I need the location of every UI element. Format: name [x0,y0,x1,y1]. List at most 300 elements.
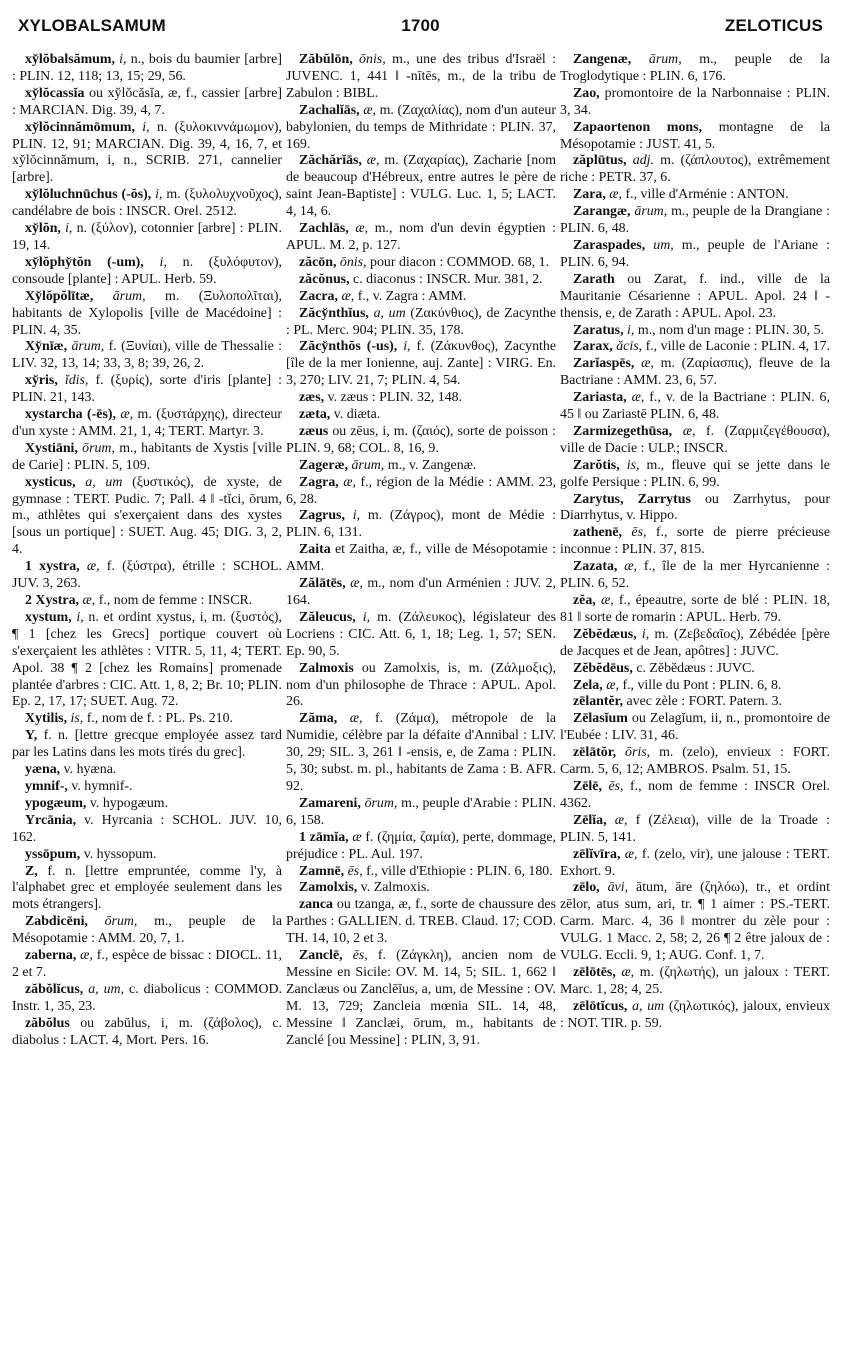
entry-definition: ou zēus, i, m. (ζαιός), sorte de poisson : PLIN. 9, 68; COL. 8, 16, 9. [286,423,556,456]
dictionary-entry [560,661,830,678]
entry-headword: Zara, [573,187,606,203]
dictionary-entry [286,897,556,948]
entry-definition: ou tzanga, æ, f., sorte de chaussure des Parthes : GALLIEN. d. TREB. Claud. 17; COD. TH. 14, 10, 2 et 3. [286,897,556,947]
entry-inflection: æ, [631,390,645,406]
entry-inflection: is, [70,711,84,727]
dictionary-entry [560,339,830,356]
entry-headword: Zēlē, [573,778,602,794]
entry-definition: avec zèle : FORT. Patern. 3. [626,694,783,710]
entry-headword: xy̆lŏn, [25,221,61,237]
dictionary-entry [286,289,556,306]
entry-inflection: i, [352,508,361,524]
entry-inflection: ōrum, [364,795,398,811]
entry-definition: f. (Ζαρμιζεγέθουσα), ville de Dacie : ULP.; INSCR. [560,423,830,456]
entry-definition: f. (ξύστρα), étrille : SCHOL. JUV. 3, 263. [12,559,282,592]
entry-headword: Zapaortenon mons, [573,119,702,135]
entry-definition: f., sorte de pierre précieuse inconnue : PLIN. 37, 815. [560,525,830,558]
dictionary-entry [286,948,556,1049]
dictionary-entry [12,373,282,407]
entry-definition: f., nom de f. : PL. Ps. 210. [86,711,234,727]
dictionary-entry [286,475,556,509]
entry-headword: Zarmizegethūsa, [573,423,673,439]
entry-inflection: ārum, [71,339,105,355]
entry-definition: v. hymnif-. [71,778,133,794]
entry-inflection: ōnis, [339,254,367,270]
entry-definition: m. (zelo), envieux : FORT. Carm. 5, 6, 12; AMBROS. Psalm. 51, 15. [560,745,830,778]
entry-inflection: æ, [341,288,355,304]
entry-headword: Zarytus, Zarrytus [573,491,691,507]
dictionary-entry [560,880,830,965]
entry-headword: ymnif-, [25,778,68,794]
dictionary-entry [12,813,282,847]
entry-definition: f. n. [lettre empruntée, comme l'y, à l'alphabet grec et employée seulement dans les mots étrangers]. [12,863,282,913]
dictionary-entry [560,678,830,695]
dictionary-entry [560,86,830,120]
entry-headword: zæta, [299,407,331,423]
entry-headword: Zao, [573,85,600,101]
entry-inflection: æ, [614,812,628,828]
dictionary-entry [12,475,282,560]
entry-definition: n. et ordint xystus, i, m. (ξυστός), ¶ 1 [chez les Grecs] portique couvert où s'exerçaient les athlètes : VITR. 5, 11, 4; TERT. Apol. 38 ¶ 2 [chez les Romains] promenade plantée d'arbres : CIC. Att. 1, 8, 2; Br. 10; PLIN. Ep. 2, 17, 17; SUET. Aug. 72. [12,609,282,710]
dictionary-entry [286,711,556,796]
entry-headword: zēlĭvīra, [573,846,621,862]
entry-definition: m. (Ζαχαρίας), Zacharie [nom de beaucoup d'Hébreux, entre autres le père de saint Jean-Baptiste] : VULG. Luc. 1, 5; LACT. 4, 14, 6. [286,153,556,220]
entry-headword: zaberna, [25,948,77,964]
dictionary-entry [12,847,282,864]
dictionary-entry [12,289,282,340]
dictionary-entry [286,661,556,712]
entry-definition: c. Zĕbĕdæus : JUVC. [636,660,755,676]
entry-headword: Zaita [299,542,331,558]
running-head-last-word: ZELOTICUS [724,16,823,35]
entry-inflection: i, [155,187,163,203]
dictionary-entry [12,407,282,441]
entry-headword: Zarangæ, [573,204,631,220]
dictionary-entry [12,796,282,813]
entry-inflection: æ, [343,474,356,490]
page-number: 1700 [401,16,440,35]
dictionary-entry [12,1016,282,1050]
dictionary-entry [286,306,556,340]
entry-headword: Xy̆lŏpŏlītæ, [25,288,94,304]
dictionary-entry [12,593,282,610]
entry-definition: m. (Ζάλευκος), législateur des Locriens : CIC. Att. 6, 1, 18; Leg. 1, 57; SEN. Ep. 90, 5. [286,609,556,659]
entry-definition: c. diaconus : INSCR. Mur. 381, 2. [353,271,543,287]
entry-inflection: i, [627,322,635,338]
entry-definition: f., nom de femme : INSCR Orel. 4362. [560,778,830,811]
dictionary-entry [12,728,282,762]
entry-headword: Zēlĭa, [573,812,607,828]
entry-headword: xy̆lŏluchnūchus (-ŏs), [25,187,152,203]
entry-headword: Y, [25,728,38,744]
entry-inflection: um, [653,237,674,253]
entry-definition: f., région de la Médie : AMM. 23, 6, 28. [286,474,556,507]
entry-headword: yssōpum, [25,846,81,862]
entry-inflection: ārum, [634,204,668,220]
entry-definition: m., nom d'un Arménien : JUV. 2, 164. [286,576,556,608]
entry-inflection: æ, [624,846,638,862]
entry-inflection: æ, [641,356,654,372]
entry-definition: m., peuple de l'Ariane : PLIN. 6, 94. [560,237,830,270]
dictionary-entry [12,762,282,779]
entry-inflection: æ, [621,964,635,980]
dictionary-entry [560,627,830,661]
entry-inflection: æ, [624,559,637,575]
entry-definition: v. hypogæum. [89,795,169,811]
entry-headword: zathenē, [573,525,622,541]
entry-headword: Zageræ, [299,457,348,473]
entry-headword: Zachalĭās, [299,102,360,118]
entry-inflection: æ, [349,711,363,727]
entry-definition: f. (Ζάγκλη), ancien nom de Messine en Sicile: OV. M. 14, 5; SIL. 1, 662 ‖ Zanclæus ou Zanclēĭus, a, um, de Messine : OV. M. 13, 729; Zancleia mœnia SIL. 14, 48, Messine ‖ Zanclæi, ōrum, m., habitants de Zanclé [ou Messine] : PLIN, 3, 91. [286,948,556,1048]
dictionary-entry [560,999,830,1033]
entry-headword: zæus [299,423,329,439]
entry-headword: Zela, [573,677,603,693]
entry-inflection: æ, [682,423,696,439]
entry-definition: f., nom de femme : INSCR. [98,593,253,608]
entry-definition: (Ζακύνθιος), de Zacynthe : PL. Merc. 904; PLIN. 35, 178. [286,305,556,338]
dictionary-entry [286,576,556,610]
running-head-first-word: XYLOBALSAMUM [18,16,166,35]
entry-headword: xysticus, [25,474,76,490]
entry-definition: f., ville d'Arménie : ANTON. [625,187,789,203]
entry-headword: zēlantĕr, [573,694,624,710]
dictionary-entry [560,711,830,745]
entry-headword: Zaraspades, [573,237,646,253]
dictionary-entry [286,407,556,424]
entry-headword: zăcŏnus, [299,271,350,287]
dictionary-entry [12,559,282,593]
entry-inflection: ōrum, [104,914,138,930]
dictionary-entry [560,779,830,813]
entry-headword: Zarŏtis, [573,457,620,473]
entry-headword: Zăchărĭās, [299,153,362,169]
entry-definition: ou zabŭlus, i, m. (ζάβολος), c. diabolus : LACT. 4, Mort. Pers. 16. [12,1015,282,1048]
entry-headword: Zăbŭlōn, [299,52,353,67]
entry-headword: xy̆lŏbalsămum, [25,52,115,67]
entry-definition: pour diacon : COMMOD. 68, 1. [370,254,550,270]
entry-inflection: i, [119,52,127,67]
entry-definition: m. (ζηλωτής), un jaloux : TERT. Marc. 1, 28; 4, 25. [560,964,830,997]
entry-definition: f., ville d'Ethiopie : PLIN. 6, 180. [366,863,553,879]
entry-definition: m. (ξυστάρχης), directeur d'un xyste : AMM. 21, 1, 4; TERT. Martyr. 3. [12,407,282,439]
entry-inflection: a, um [85,474,123,490]
entry-definition: f., ville du Pont : PLIN. 6, 8. [622,677,782,693]
entry-definition: m., peuple de la Mésopotamie : AMM. 20, 7, 1. [12,914,282,947]
dictionary-entry [286,390,556,407]
entry-headword: Zangenæ, [573,52,632,67]
entry-inflection: æ [352,829,362,845]
dictionary-entry [560,187,830,204]
entry-definition: f., ville de Laconie : PLIN. 4, 17. [645,339,830,355]
dictionary-entry [12,864,282,915]
entry-inflection: ēs, [352,948,368,964]
entry-headword: ypogæum, [25,795,87,811]
entry-definition: m. (Ζαρίασπις), fleuve de la Bactriane : AMM. 23, 6, 57. [560,356,830,389]
entry-definition: f., v. de la Bactriane : PLIN. 6, 45 ‖ ou Zariastē PLIN. 6, 48. [560,390,830,423]
entry-inflection: ēs, [608,778,624,794]
dictionary-entry [286,103,556,154]
entry-headword: Yrcānia, [25,812,77,828]
dictionary-entry [286,52,556,103]
entry-headword: xy̆lŏcinnămōmum, [25,119,135,135]
entry-headword: zăbŏlus [25,1015,70,1031]
entry-headword: yæna, [25,762,61,778]
column-middle [286,52,556,1348]
entry-definition: f. n. [lettre grecque employée assez tard par les Latins dans les mots tirés du grec]. [12,728,282,761]
entry-definition: v. hyssopum. [83,846,157,862]
entry-headword: Zēlasĭum [573,711,628,727]
entry-definition: m. (Ζάγρος), mont de Médie : PLIN. 6, 131. [286,508,556,541]
entry-definition: m., nom d'un mage : PLIN. 30, 5. [637,322,825,338]
entry-inflection: æ, [120,407,134,423]
entry-inflection: æ, [82,593,96,608]
dictionary-entry [560,424,830,458]
dictionary-entry [560,356,830,390]
entry-inflection: ăcis, [616,339,643,355]
entry-inflection: i, [76,609,84,625]
dictionary-entry [12,187,282,221]
dictionary-entry [286,508,556,542]
entry-headword: 2 Xystra, [25,593,80,608]
entry-definition: f (Ζέλεια), ville de la Troade : PLIN. 5, 141. [560,812,830,845]
dictionary-entry [12,86,282,120]
entry-headword: Xy̆nīæ, [25,339,68,355]
entry-headword: Zagrus, [299,508,345,524]
entry-headword: zanca [299,897,333,913]
entry-definition: m., peuple d'Arabie : PLIN. 6, 158. [286,795,556,828]
dictionary-entry [12,948,282,982]
dictionary-entry [286,221,556,255]
dictionary-entry [560,120,830,154]
entry-inflection: æ, [606,677,619,693]
dictionary-entry [560,525,830,559]
entry-definition: m., habitants de Xystis [ville de Carie] : PLIN. 5, 109. [12,440,282,473]
entry-headword: Zanclē, [299,948,343,964]
entry-definition: f., île de la mer Hyrcanienne : PLIN. 6, 52. [560,559,830,592]
entry-inflection: i, [641,626,650,642]
dictionary-entry [286,339,556,390]
entry-definition: m. (Ζαχαλίας), nom d'un auteur babylonien, du temps de Mithridate : PLIN. 37, 169. [286,102,556,152]
entry-definition: ou Zarrhytus, pour Diarrhytus, v. Hippo. [560,491,830,524]
entry-definition: n., bois du baumier [arbre] : PLIN. 12, 118; 13, 15; 29, 56. [12,52,282,84]
entry-definition: (ξυστικός), de xyste, de gymnase : TERT. Pudic. 7; Pall. 4 ‖ -tĭci, ōrum, m., athlètes qui s'exerçaient dans des xystes [sous un portique] : SUET. Aug. 45; DIG. 3, 2, 4. [12,474,282,558]
entry-inflection: æ, [355,221,369,237]
entry-definition: f. (ζημία, ζαμία), perte, dommage, préjudice : PL. Aul. 197. [286,829,556,862]
entry-headword: zăbŏlĭcus, [25,981,84,997]
entry-headword: Zarax, [573,339,613,355]
entry-headword: xystum, [25,609,72,625]
entry-headword: Zăleucus, [299,609,356,625]
entry-headword: Zamolxis, [299,880,358,896]
entry-headword: Zamnē, [299,863,345,879]
entry-headword: Zacra, [299,288,338,304]
entry-headword: Zăcy̆nthŏs (-us), [299,339,398,355]
entry-inflection: æ, [350,576,363,592]
dictionary-entry [12,982,282,1016]
entry-inflection: i, [403,339,411,355]
entry-headword: Zarath [573,271,615,287]
entry-headword: zēlātŏr, [573,745,617,761]
dictionary-entry [12,120,282,188]
dictionary-entry [560,745,830,779]
entry-definition: m. (Ζεβεδαῖος), Zébédée [père de Jacques et de Jean, apôtres] : JUVC. [560,626,830,659]
dictionary-entry [286,458,556,475]
entry-inflection: ōrum, [82,440,115,456]
entry-inflection: æ, [80,948,93,964]
dictionary-entry [560,458,830,492]
entry-headword: Xytilis, [25,711,68,727]
entry-definition: promontoire de la Narbonnaise : PLIN. 3, 34. [560,85,830,118]
entry-definition: m., une des tribus d'Israël : JUVENC. 1, 441 ‖ -nītēs, m., de la tribu de Zabulon : BIBL. [286,52,556,101]
entry-inflection: æ, [86,559,100,575]
entry-definition: ou xy̆lŏcăsĭa, æ, f., cassier [arbre] : MARCIAN. Dig. 39, 4, 7. [12,85,282,118]
entry-headword: Zariasta, [573,390,627,406]
dictionary-entry [560,323,830,340]
dictionary-entry [286,542,556,576]
entry-inflection: ārum, [351,457,385,473]
entry-definition: m., peuple de la Drangiane : PLIN. 6, 48. [560,204,830,237]
entry-definition: n. (ξυλόφυτον), consoude [plante] : APUL. Herb. 59. [12,254,282,287]
entry-headword: Zachlās, [299,221,349,237]
entry-headword: 1 zāmĭa, [299,829,349,845]
dictionary-entry [560,965,830,999]
entry-headword: Zălātēs, [299,576,346,592]
dictionary-entry [286,796,556,830]
dictionary-entry [286,424,556,458]
entry-inflection: æ, [600,593,614,608]
entry-definition: (ζηλωτικός), jaloux, envieux : NOT. TIR. p. 59. [560,998,830,1031]
entry-inflection: æ, [609,187,623,203]
entry-headword: Zĕbĕdæus, [573,626,637,642]
entry-definition: m., fleuve qui se jette dans le golfe Persique : PLIN. 6, 99. [560,457,830,490]
entry-definition: v. hyæna. [63,762,117,778]
entry-definition: v. diæta. [333,407,381,423]
dictionary-entry [286,830,556,864]
dictionary-entry [12,339,282,373]
entry-inflection: i, [362,609,371,625]
entry-definition: m. (Ξυλοπολῖται), habitants de Xylopolis [ville de Macédoine] : PLIN. 4, 35. [12,288,282,338]
entry-inflection: i, [159,254,167,270]
entry-headword: xy̆lŏphy̆tŏn (-um), [25,254,144,270]
entry-definition: et Zaitha, æ, f., ville de Mésopotamie : AMM. [286,542,556,575]
entry-inflection: i, [65,221,73,237]
dictionary-entry [560,559,830,593]
dictionary-entry [560,492,830,526]
entry-headword: zĕa, [573,593,596,608]
entry-inflection: i, [142,119,150,135]
dictionary-entry [12,52,282,86]
entry-inflection: a, um [373,305,406,321]
entry-inflection: ĭdis, [64,373,89,389]
entry-inflection: is, [626,457,640,473]
entry-definition: f. (Ζάμα), métropole de la Numidie, célèbre par la défaite d'Annibal : LIV. 30, 29; SIL. 3, 261 ‖ -ensis, e, de Zama : PLIN. 5, 30; subst. m. pl., habitants de Zama : B. AFR. 92. [286,711,556,794]
entry-headword: zēlo, [573,880,600,896]
entry-inflection: ārum, [648,52,682,67]
dictionary-entry [286,255,556,272]
entry-definition: n. (ξύλον), cotonnier [arbre] : PLIN. 19, 14. [12,221,282,253]
entry-headword: Zagra, [299,474,339,490]
dictionary-entry [560,390,830,424]
entry-definition: n. (ξυλοκιννάμωμον), PLIN. 12, 91; MARCIAN. Dig. 39, 4, 16, 7, et xy̆lŏcinnămum, i, n., SCRIB. 271, cannelier [arbre]. [12,119,282,186]
dictionary-entry [560,153,830,187]
entry-headword: zēlōtēs, [573,964,616,980]
entry-headword: 1 xystra, [25,559,80,575]
dictionary-entry [12,610,282,711]
entry-definition: m. (ζάπλουτος), extrêmement riche : PETR. 37, 6. [560,153,830,186]
entry-headword: xy̆lŏcassĭa [25,85,85,101]
dictionary-entry [12,221,282,255]
entry-headword: Zamareni, [299,795,361,811]
dictionary-entry [12,711,282,728]
entry-definition: ou Zamolxis, is, m. (Ζάλμοξις), nom d'un philosophe de Thrace : APUL. Apol. 26. [286,660,556,710]
entry-definition: f., épeautre, sorte de blé : PLIN. 18, 81 ‖ sorte de romarin : APUL. Herb. 79. [560,593,830,625]
entry-inflection: æ, [366,153,380,169]
dictionary-entry [560,847,830,881]
column-left [12,52,282,1348]
entry-headword: zæs, [299,390,325,406]
entry-headword: zăcōn, [299,254,337,270]
entry-definition: f. (ξυρίς), sorte d'iris [plante] : PLIN. 21, 143. [12,373,282,406]
entry-headword: zēlōtĭcus, [573,998,628,1014]
entry-headword: Zăcy̆nthĭus, [299,305,369,321]
entry-definition: ou Zarat, f. ind., ville de la Mauritanie Césarienne : APUL. Apol. 24 ‖ -thensis, e, de Zarath : APUL. Apol. 23. [560,271,830,321]
dictionary-entry [12,914,282,948]
entry-definition: ātum, āre (ζηλόω), tr., et ordint zēlor, atus sum, ari, tr. ¶ 1 aimer : PS.-TERT. Carm. Marc. 4, 36 ‖ montrer du zèle pour : VULG. 1 Macc. 2, 58; 2, 26 ¶ 2 être jaloux de : VULG. Eccli. 9, 1; AUG. Conf. 1, 7. [560,880,830,964]
entry-headword: Zaratus, [573,322,624,338]
entry-definition: f., espèce de bissac : DIOCL. 11, 2 et 7. [12,948,282,980]
entry-definition: f. (zelo, vir), une jalouse : TERT. Exhort. 9. [560,846,830,879]
entry-inflection: ēs, [347,863,363,879]
entry-definition: v. zæus : PLIN. 32, 148. [327,390,463,406]
entry-inflection: ōnis, [359,52,386,67]
entry-headword: zăplūtus, [573,153,627,169]
dictionary-entry [286,272,556,289]
dictionary-entry [12,779,282,796]
dictionary-entry [560,238,830,272]
entry-headword: Zĕbĕdēus, [573,660,633,676]
entry-headword: Xystiāni, [25,440,78,456]
entry-inflection: ēs, [631,525,647,541]
entry-definition: m. (ξυλολυχνοῦχος), candélabre de bois : INSCR. Orel. 2512. [12,187,282,220]
entry-headword: Zazata, [573,559,618,575]
entry-headword: Zabdicēni, [25,914,88,930]
entry-inflection: æ, [363,102,376,118]
entry-definition: f., v. Zagra : AMM. [357,288,467,304]
entry-definition: montagne de la Mésopotamie : JUST. 41, 5. [560,119,830,152]
entry-headword: Z, [25,863,38,879]
entry-headword: xystarcha (-ēs), [25,407,116,423]
dictionary-entry [560,593,830,627]
dictionary-entry [560,694,830,711]
entry-headword: Zalmoxis [299,660,354,676]
dictionary-entry [286,864,556,881]
dictionary-entry [12,255,282,289]
entry-inflection: adj. [632,153,655,169]
entry-definition: m., nom d'un devin égyptien : APUL. M. 2, p. 127. [286,221,556,253]
entry-headword: Zarĭaspēs, [573,356,635,372]
entry-definition: c. diabolicus : COMMOD. Instr. 1, 35, 23. [12,981,282,1014]
entry-definition: m., peuple de la Troglodytique : PLIN. 6, 176. [560,52,830,84]
dictionary-entry [12,441,282,475]
entry-headword: xy̆ris, [25,373,58,389]
entry-definition: f. (Ζάκυνθος), Zacynthe [île de la mer Ionienne, auj. Zante] : VIRG. En. 3, 270; LIV. 21, 7; PLIN. 4, 54. [286,339,556,389]
entry-inflection: a, um, [88,981,125,997]
column-right [560,52,830,1348]
dictionary-entry [286,880,556,897]
entry-inflection: ārum, [112,288,146,304]
dictionary-entry [286,153,556,221]
